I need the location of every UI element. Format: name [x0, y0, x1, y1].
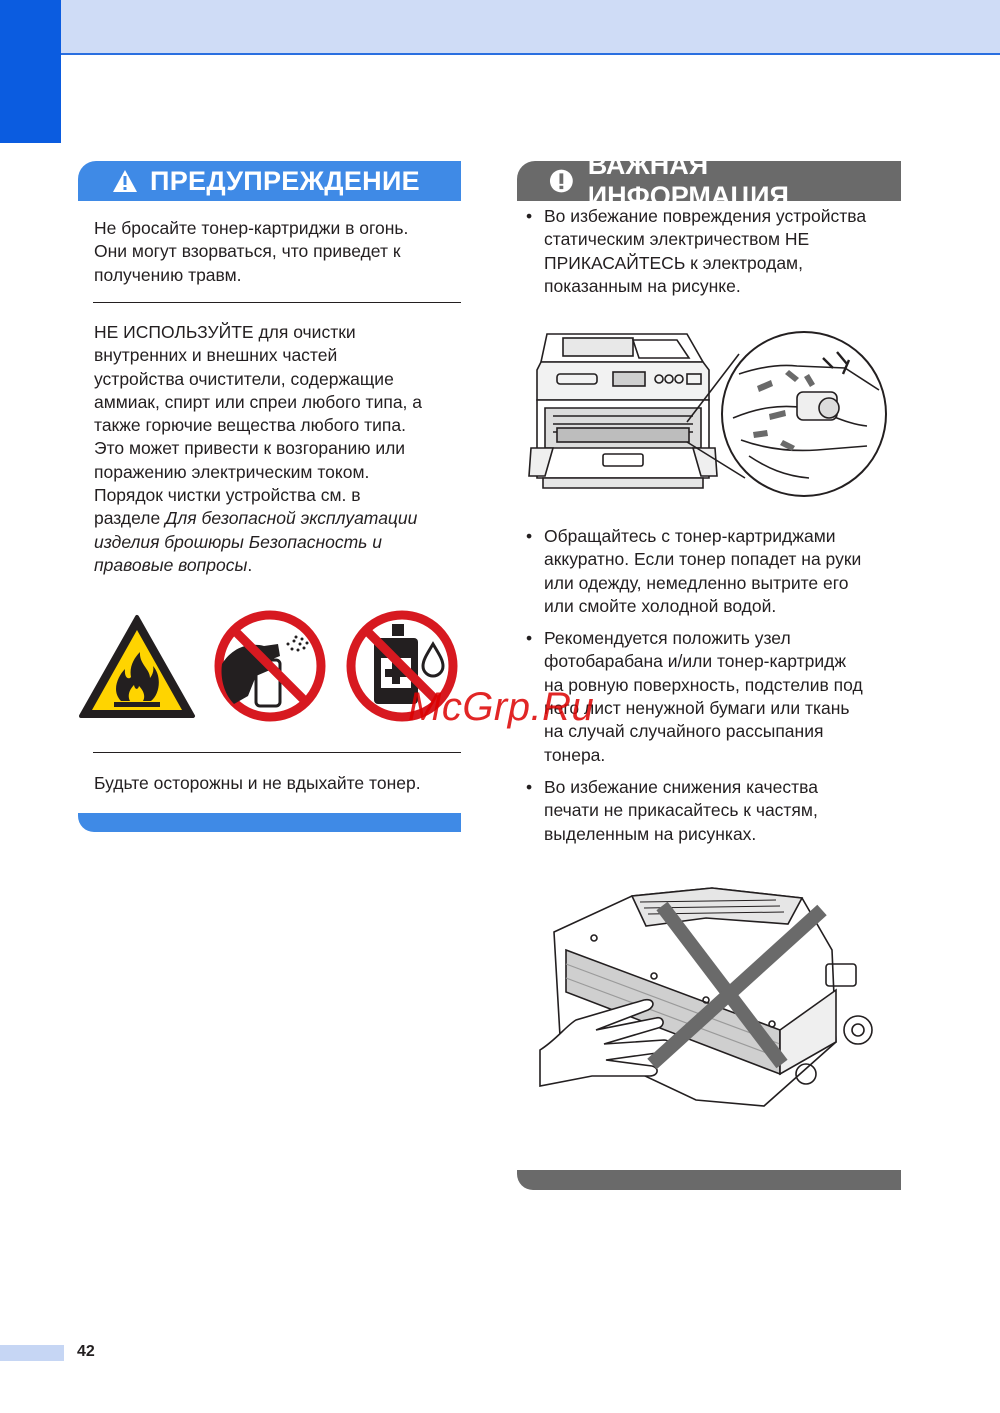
- text-line: показанным на рисунке.: [544, 275, 741, 296]
- warning-header: [78, 161, 461, 201]
- list-item: [517, 525, 863, 618]
- text-line: НЕ ИСПОЛЬЗУЙТЕ для очистки: [94, 322, 356, 342]
- text-line: статическим электричеством НЕ: [544, 229, 810, 250]
- warning-text-1: [94, 217, 408, 287]
- text-line: получению травм.: [94, 264, 242, 285]
- warning-text-3: Будьте осторожны и не вдыхайте тонер.: [94, 773, 421, 793]
- divider: [93, 302, 461, 303]
- list-item: [517, 776, 863, 846]
- text-line: печати не прикасайтесь к частям,: [544, 800, 818, 821]
- text-line: Обращайтесь с тонер-картриджами: [544, 526, 836, 546]
- text-line: Не бросайте тонер-картриджи в огонь.: [94, 218, 409, 238]
- drum-unit-do-not-touch-illustration: [536, 880, 876, 1120]
- text-line: аккуратно. Если тонер попадет на руки: [544, 549, 862, 570]
- footer-bar: [0, 1345, 64, 1361]
- important-list-1: [517, 205, 866, 298]
- important-header: [517, 150, 901, 211]
- text-line: Порядок чистки устройства см. в: [94, 485, 361, 506]
- text-line: тонера.: [544, 744, 606, 765]
- chapter-tab: [0, 0, 61, 143]
- machine-electrodes-illustration: [527, 328, 889, 500]
- text-line: ПРИКАСАЙТЕСЬ к электродам,: [544, 252, 803, 273]
- watermark: McGrp.Ru: [408, 685, 595, 729]
- no-spray-icon: [212, 608, 328, 724]
- safety-guide-reference: изделия брошюры Безопасность и: [94, 531, 382, 552]
- safety-guide-reference: Для безопасной эксплуатации: [165, 508, 418, 529]
- text-line: Это может привести к возгоранию или: [94, 438, 406, 459]
- divider: [93, 752, 461, 753]
- text-line: на случай случайного рассыпания: [544, 721, 824, 742]
- text-line: устройства очистители, содержащие: [94, 368, 394, 389]
- text-line: него лист ненужной бумаги или ткань: [544, 698, 850, 719]
- text-line: аммиак, спирт или спреи любого типа, а: [94, 391, 423, 412]
- text-line: разделе: [94, 508, 166, 529]
- page-number: 42: [77, 1343, 95, 1360]
- warning-text-2: [94, 321, 422, 577]
- text-line: или смойте холодной водой.: [544, 595, 777, 616]
- text-line: Они могут взорваться, что приведет к: [94, 241, 401, 262]
- top-band: [0, 0, 1000, 55]
- text-line: на ровную поверхность, подстелив под: [544, 674, 863, 695]
- list-item: [517, 205, 866, 298]
- text-line: также горючие вещества любого типа.: [94, 415, 406, 436]
- text-line: Во избежание повреждения устройства: [544, 206, 867, 226]
- text-line: выделенным на рисунках.: [544, 823, 757, 844]
- warning-triangle-icon: [112, 169, 138, 193]
- warning-footer: [78, 813, 461, 832]
- text-line: поражению электрическим током.: [94, 461, 370, 482]
- flammable-hazard-icon: [78, 614, 196, 720]
- safety-guide-reference: правовые вопросы: [94, 554, 248, 575]
- important-footer: [517, 1170, 901, 1190]
- text-line: Рекомендуется положить узел: [544, 628, 791, 649]
- text-line: фотобарабана и/или тонер-картридж: [544, 651, 847, 672]
- text-line: или одежду, немедленно вытрите его: [544, 572, 849, 593]
- warning-title: ПРЕДУПРЕЖДЕНИЕ: [150, 165, 420, 196]
- exclamation-circle-icon: [549, 168, 574, 194]
- text-line: Во избежание снижения качества: [544, 776, 818, 797]
- text-line: внутренних и внешних частей: [94, 345, 338, 366]
- important-title: ВАЖНАЯ ИНФОРМАЦИЯ: [587, 150, 789, 211]
- text-line: .: [247, 554, 253, 575]
